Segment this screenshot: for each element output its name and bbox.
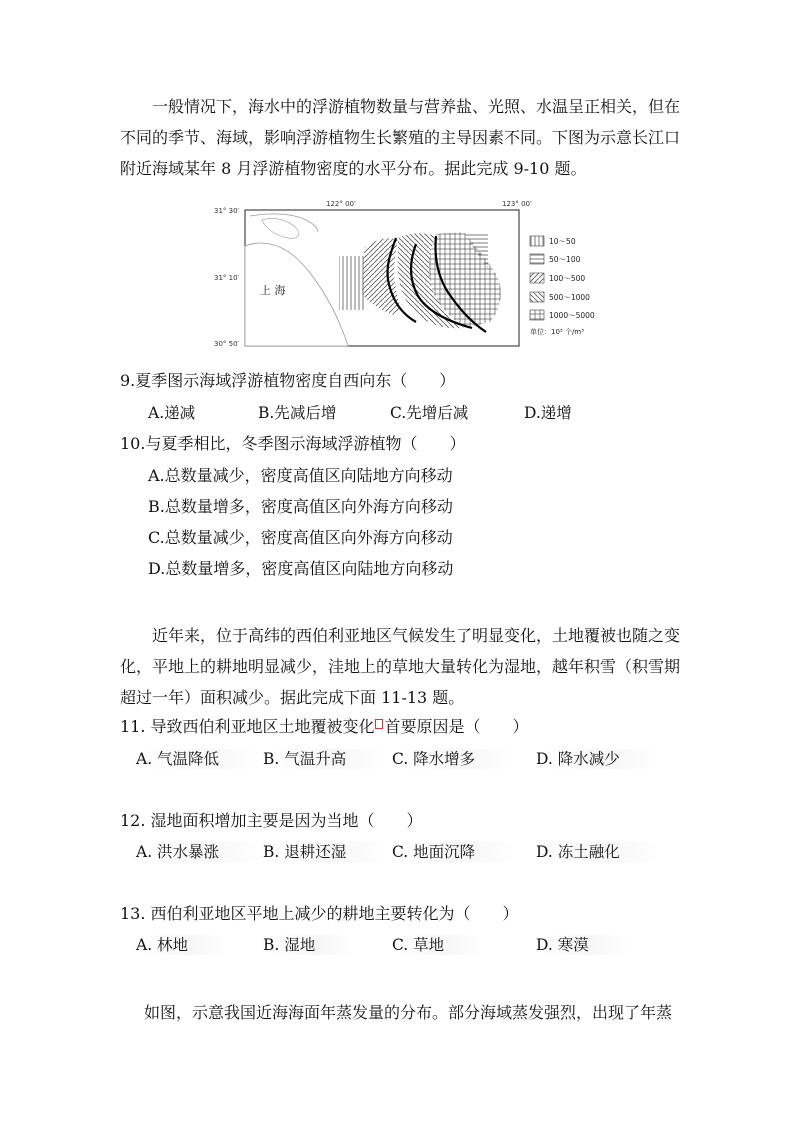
q9-option-c[interactable]: C.先增后减	[390, 404, 469, 422]
q10-option-c[interactable]: C.总数量减少，密度高值区向外海方向移动	[148, 528, 453, 547]
question-12-stem: 12. 湿地面积增加主要是因为当地（ ）	[120, 811, 423, 830]
question-9-stem: 9.夏季图示海域浮游植物密度自西向东（ ）	[120, 371, 456, 390]
legend-label-1: 10～50	[549, 237, 576, 246]
legend-label-5: 1000～5000	[549, 311, 595, 320]
legend-unit: 单位：10³ 个/m³	[530, 328, 584, 336]
passage-text: 一般情况下，海水中的浮游植物数量与营养盐、光照、水温呈正相关，但在不同的季节、海域，影响浮游植物生长繁殖的主导因素不同。下图为示意长江口附近海域某年 8 月浮游植物密度的水平分布。据此完成 9-10 题。	[120, 97, 681, 178]
q11-option-b[interactable]: B. 气温升高	[263, 749, 386, 769]
q13-option-a[interactable]: A. 林地	[136, 935, 228, 955]
q12-option-c[interactable]: C. 地面沉降	[392, 842, 515, 862]
question-11-options	[120, 749, 680, 769]
question-11-stem	[120, 717, 529, 737]
legend-label-2: 50～100	[549, 255, 581, 264]
passage-siberia	[120, 620, 680, 713]
q11-option-d[interactable]: D. 降水减少	[536, 749, 660, 769]
legend-label-3: 100～500	[549, 274, 586, 283]
bookmark-icon	[375, 719, 383, 729]
q11-option-c[interactable]: C. 降水增多	[392, 749, 515, 769]
lon-label-123: 123° 00′	[502, 200, 532, 208]
passage-phytoplankton	[120, 91, 680, 184]
legend-swatch-1	[530, 236, 544, 246]
q9-option-d[interactable]: D.递增	[524, 404, 572, 422]
question-9-options	[120, 403, 680, 423]
legend-swatch-2	[530, 254, 544, 264]
q11-option-a[interactable]: A. 气温降低	[136, 749, 259, 769]
lat-label-3130: 31° 30′	[214, 207, 240, 215]
q12-option-b[interactable]: B. 退耕还湿	[263, 842, 386, 862]
lon-label-122: 122° 00′	[326, 200, 356, 208]
q10-option-d[interactable]: D.总数量增多，密度高值区向陆地方向移动	[148, 559, 454, 578]
place-label-shanghai: 上 海	[260, 284, 286, 297]
q10-option-b[interactable]: B.总数量增多，密度高值区向外海方向移动	[148, 497, 453, 516]
q10-option-a[interactable]: A.总数量减少，密度高值区向陆地方向移动	[148, 466, 453, 485]
q11-stem-part-a: 11. 导致西伯利亚地区土地覆被变化	[120, 717, 375, 736]
q13-option-c[interactable]: C. 草地	[392, 935, 484, 955]
lat-label-3110: 31° 10′	[214, 274, 240, 282]
q12-option-d[interactable]: D. 冻土融化	[536, 842, 660, 862]
q13-option-b[interactable]: B. 湿地	[263, 935, 355, 955]
q11-stem-part-b: 首要原因是（ ）	[384, 717, 529, 736]
passage-evaporation: 如图，示意我国近海海面年蒸发量的分布。部分海域蒸发强烈，出现了年蒸	[144, 1003, 673, 1022]
q9-option-a[interactable]: A.递减	[148, 404, 196, 422]
q9-option-b[interactable]: B.先减后增	[258, 404, 337, 422]
question-10-stem: 10.与夏季相比，冬季图示海域浮游植物（ ）	[120, 434, 466, 453]
zone-10-50	[339, 256, 364, 310]
phytoplankton-density-map	[214, 198, 614, 350]
legend-swatch-3	[530, 273, 544, 283]
lat-label-3050: 30° 50′	[214, 340, 240, 348]
legend-swatch-5	[530, 310, 544, 320]
question-13-stem: 13. 西伯利亚地区平地上减少的耕地主要转化为（ ）	[120, 904, 519, 923]
question-12-options	[120, 842, 680, 862]
question-13-options	[120, 935, 680, 955]
legend-label-4: 500～1000	[549, 293, 590, 302]
passage-text: 近年来，位于高纬的西伯利亚地区气候发生了明显变化，土地覆被也随之变化，平地上的耕地明显减少，洼地上的草地大量转化为湿地，越年积雪（积雪期超过一年）面积减少。据此完成下面 11-13 题。	[120, 626, 681, 707]
q13-option-d[interactable]: D. 寒漠	[536, 935, 629, 955]
map-svg	[214, 198, 614, 350]
q12-option-a[interactable]: A. 洪水暴涨	[136, 842, 259, 862]
legend-swatch-4	[530, 292, 544, 302]
